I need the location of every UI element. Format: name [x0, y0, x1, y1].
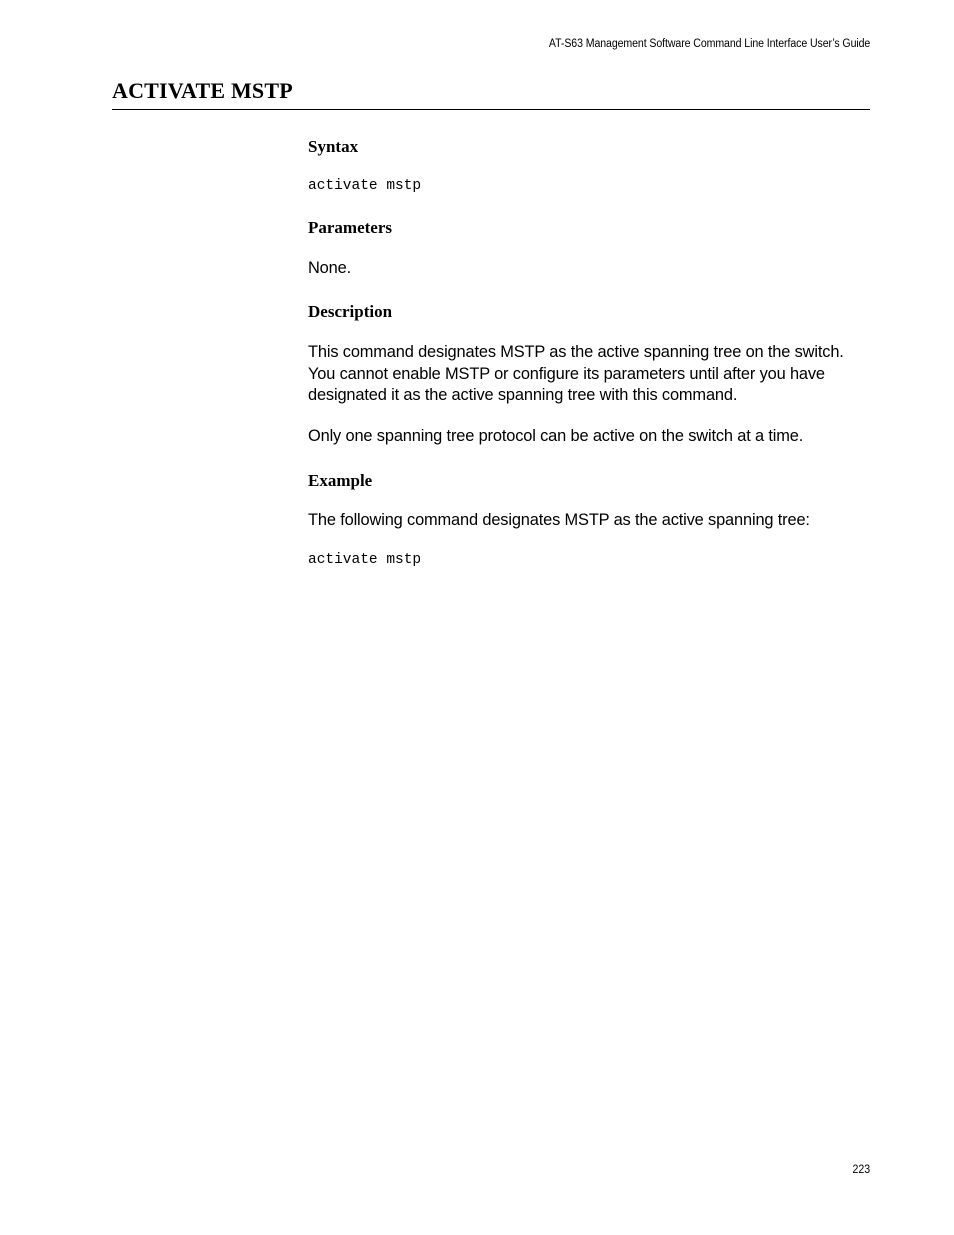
description-paragraph: This command designates MSTP as the active spanning tree on the switch. You cannot enable MSTP or configure its parameters until after you have designated it as the active spanning tree with this command. [308, 343, 844, 404]
description-paragraph-note: Only one spanning tree protocol can be active on the switch at a time. [308, 427, 804, 445]
example-text: The following command designates MSTP as the active spanning tree: [308, 511, 810, 529]
command-title: ACTIVATE MSTP [112, 78, 293, 103]
example-code: activate mstp [308, 552, 422, 568]
syntax-code: activate mstp [308, 178, 422, 194]
page-number: 223 [852, 1164, 870, 1176]
running-header: AT-S63 Management Software Command Line Interface User’s Guide [548, 38, 870, 50]
parameters-text: None. [308, 259, 351, 277]
title-divider [112, 109, 870, 110]
example-heading: Example [308, 471, 373, 490]
syntax-heading: Syntax [308, 137, 359, 156]
parameters-heading: Parameters [308, 218, 393, 237]
description-heading: Description [308, 302, 393, 321]
